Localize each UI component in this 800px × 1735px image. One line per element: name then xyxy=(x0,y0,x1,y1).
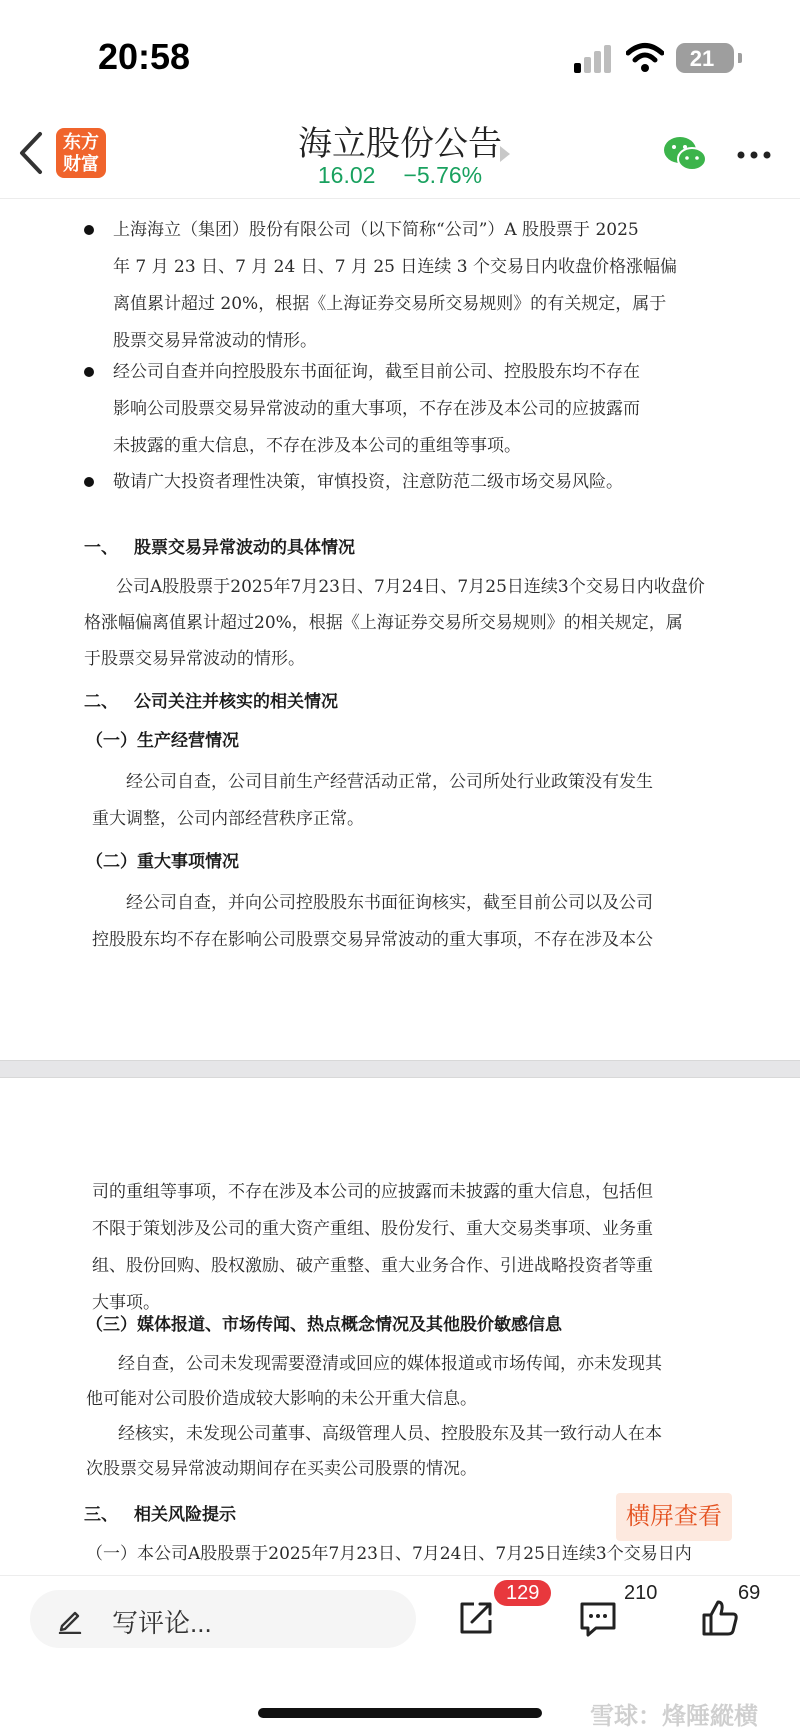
status-time: 20:58 xyxy=(98,36,191,77)
thumbs-up-icon[interactable] xyxy=(700,1598,740,1638)
comment-placeholder: 写评论... xyxy=(112,1608,212,1638)
bullet-2-line-1: 经公司自查并向控股股东书面征询，截至目前公司、控股股东均不存在 xyxy=(113,362,640,382)
page-2-line-2: 不限于策划涉及公司的重大资产重组、股份发行、重大交易类事项、业务重 xyxy=(92,1219,653,1239)
section-2-number: 二、 xyxy=(84,692,118,712)
wechat-share-icon[interactable] xyxy=(662,134,708,174)
bullet-1-line-1: 上海海立（集团）股份有限公司（以下简称“公司”）A 股股票于 2025 xyxy=(113,220,639,240)
bullet-3-line-1: 敬请广大投资者理性决策，审慎投资，注意防范二级市场交易风险。 xyxy=(113,472,623,492)
section-1-line-1: 公司A股股票于2025年7月23日、7月24日、7月25日连续3个交易日内收盘价 xyxy=(116,577,705,597)
page-2-line-1: 司的重组等事项，不存在涉及本公司的应披露而未披露的重大信息，包括但 xyxy=(92,1182,653,1202)
subsection-3-title: （三）媒体报道、市场传闻、热点概念情况及其他股价敏感信息 xyxy=(86,1315,562,1335)
comment-input[interactable] xyxy=(30,1590,416,1648)
page-2-line-3: 组、股份回购、股权激励、破产重整、重大业务合作、引进战略投资者等重 xyxy=(92,1256,653,1276)
subsection-2-line-2: 控股股东均不存在影响公司股票交易异常波动的重大事项，不存在涉及本公 xyxy=(92,930,653,950)
app-header xyxy=(0,110,800,199)
section-3-number: 三、 xyxy=(84,1505,118,1525)
like-count: 69 xyxy=(738,1582,761,1604)
subsection-1-title: （一）生产经营情况 xyxy=(86,731,239,751)
comment-icon[interactable] xyxy=(578,1600,618,1638)
subsection-1-line-2: 重大调整，公司内部经营秩序正常。 xyxy=(92,809,364,829)
section-3-line-1: （一）本公司A股股票于2025年7月23日、7月24日、7月25日连续3个交易日内 xyxy=(86,1544,692,1564)
battery-level: 21 xyxy=(689,46,715,71)
section-2-title: 公司关注并核实的相关情况 xyxy=(134,692,338,712)
more-options-icon[interactable] xyxy=(736,150,772,160)
bullet-1-line-3: 离值累计超过 20%，根据《上海证券交易所交易规则》的有关规定，属于 xyxy=(113,294,667,314)
subsection-2-line-1: 经公司自查，并向公司控股股东书面征询核实，截至目前公司以及公司 xyxy=(126,893,653,913)
pen-icon xyxy=(56,1606,84,1634)
battery-tip xyxy=(738,53,742,63)
bullet-dot xyxy=(84,367,94,377)
subsection-2-title: （二）重大事项情况 xyxy=(86,852,239,872)
stock-price: 16.02 xyxy=(317,162,376,188)
subsection-3-line-4: 次股票交易异常波动期间存在买卖公司股票的情况。 xyxy=(86,1459,477,1479)
subsection-3-line-2: 他可能对公司股价造成较大影响的未公开重大信息。 xyxy=(86,1389,477,1409)
subsection-1-line-1: 经公司自查，公司目前生产经营活动正常，公司所处行业政策没有发生 xyxy=(126,772,653,792)
page-title: 海立股份公告 xyxy=(298,125,502,163)
section-3-title: 相关风险提示 xyxy=(134,1505,236,1525)
app-logo[interactable]: 东方 财富 xyxy=(56,128,106,178)
share-count-badge: 129 xyxy=(494,1580,551,1606)
comment-count: 210 xyxy=(624,1582,658,1604)
subsection-3-line-1: 经自查，公司未发现需要澄清或回应的媒体报道或市场传闻，亦未发现其 xyxy=(118,1354,662,1374)
stock-change: −5.76% xyxy=(403,162,483,188)
bullet-dot xyxy=(84,225,94,235)
share-icon[interactable] xyxy=(456,1598,496,1638)
subsection-3-line-3: 经核实，未发现公司董事、高级管理人员、控股股东及其一致行动人在本 xyxy=(118,1424,662,1444)
bullet-2-line-3: 未披露的重大信息，不存在涉及本公司的重组等事项。 xyxy=(113,436,521,456)
battery-icon xyxy=(676,43,734,73)
cellular-signal-icon xyxy=(574,45,614,73)
bullet-1-line-4: 股票交易异常波动的情形。 xyxy=(113,331,317,351)
section-1-line-3: 于股票交易异常波动的情形。 xyxy=(84,649,305,669)
expand-triangle-icon[interactable] xyxy=(500,146,510,162)
bullet-2-line-2: 影响公司股票交易异常波动的重大事项，不存在涉及本公司的应披露而 xyxy=(113,399,640,419)
status-bar xyxy=(0,0,800,110)
bullet-dot xyxy=(84,477,94,487)
section-1-line-2: 格涨幅偏离值累计超过20%，根据《上海证券交易所交易规则》的相关规定，属 xyxy=(84,613,683,633)
section-1-title: 股票交易异常波动的具体情况 xyxy=(134,538,355,558)
landscape-view-button[interactable]: 横屏查看 xyxy=(616,1493,732,1541)
wifi-icon xyxy=(626,42,664,74)
bullet-1-line-2: 年 7 月 23 日、7 月 24 日、7 月 25 日连续 3 个交易日内收盘价格涨幅偏 xyxy=(113,257,678,277)
bottom-action-bar xyxy=(0,1575,800,1735)
section-1-number: 一、 xyxy=(84,538,118,558)
page-separator xyxy=(0,1060,800,1078)
watermark: 雪球：烽陲縱横 xyxy=(590,1703,758,1730)
home-indicator[interactable] xyxy=(258,1708,542,1718)
page-2-line-4: 大事项。 xyxy=(92,1293,160,1313)
